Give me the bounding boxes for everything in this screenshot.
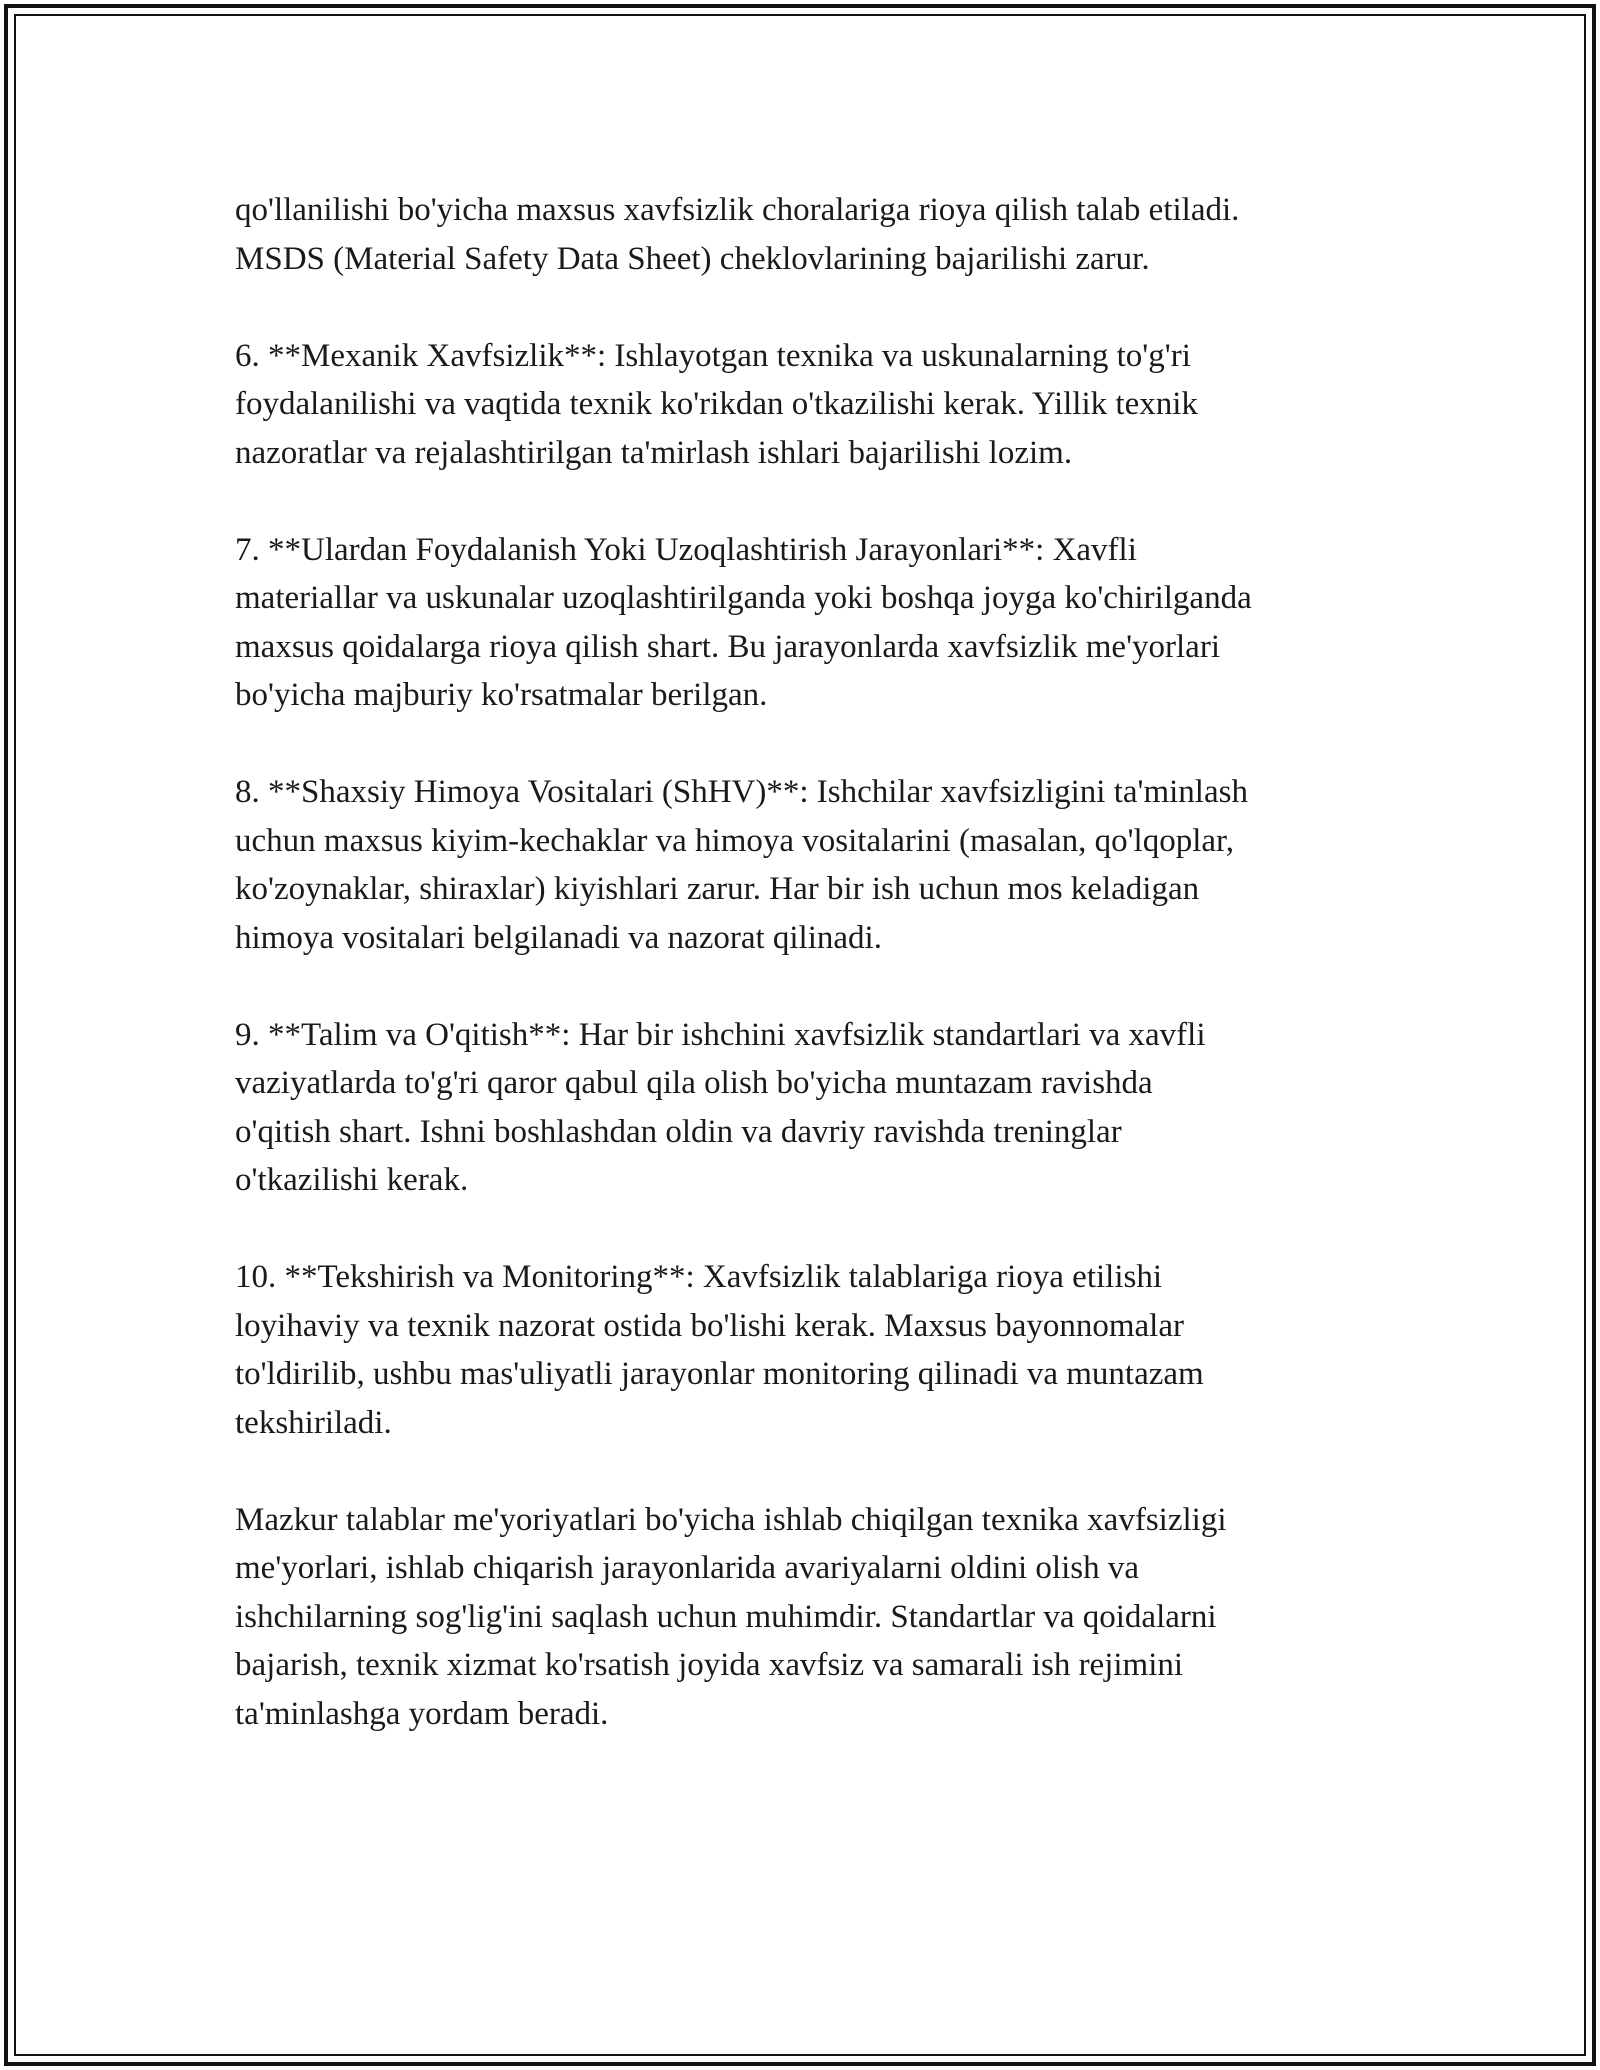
text-line: qo'llanilishi bo'yicha maxsus xavfsizlik choralariga rioya qilish talab etiladi. bbox=[235, 192, 1240, 228]
text-line: o'tkazilishi kerak. bbox=[235, 1162, 469, 1198]
text-line: MSDS (Material Safety Data Sheet) cheklovlarining bajarilishi zarur. bbox=[235, 240, 1150, 277]
text-line: 7. **Ulardan Foydalanish Yoki Uzoqlashtirish Jarayonlari**: Xavfli bbox=[235, 531, 1137, 568]
text-line: bo'yicha majburiy ko'rsatmalar berilgan. bbox=[235, 677, 768, 713]
text-line: tekshiriladi. bbox=[235, 1404, 392, 1441]
text-line: ko'zoynaklar, shiraxlar) kiyishlari zarur. Har bir ish uchun mos keladigan bbox=[235, 871, 1200, 907]
text-line: loyihaviy va texnik nazorat ostida bo'lishi kerak. Maxsus bayonnomalar bbox=[235, 1307, 1184, 1344]
text-line: 10. **Tekshirish va Monitoring**: Xavfsizlik talablariga rioya etilishi bbox=[235, 1259, 1163, 1295]
text-line: bajarish, texnik xizmat ko'rsatish joyida xavfsiz va samarali ish rejimini bbox=[235, 1647, 1184, 1683]
paragraph-item-7 bbox=[235, 526, 1385, 720]
text-line: me'yorlari, ishlab chiqarish jarayonlarida avariyalarni oldini olish va bbox=[235, 1550, 1139, 1586]
text-line: ishchilarning sog'lig'ini saqlash uchun muhimdir. Standartlar va qoidalarni bbox=[235, 1598, 1217, 1635]
text-line: maxsus qoidalarga rioya qilish shart. Bu jarayonlarda xavfsizlik me'yorlari bbox=[235, 628, 1220, 665]
text-line: ta'minlashga yordam beradi. bbox=[235, 1695, 609, 1732]
text-line: vaziyatlarda to'g'ri qaror qabul qila olish bo'yicha muntazam ravishda bbox=[235, 1065, 1153, 1101]
text-line: 6. **Mexanik Xavfsizlik**: Ishlayotgan texnika va uskunalarning to'g'ri bbox=[235, 337, 1191, 374]
text-line: o'qitish shart. Ishni boshlashdan oldin va davriy ravishda treninglar bbox=[235, 1113, 1122, 1150]
paragraph-item-6 bbox=[235, 332, 1385, 478]
text-line: uchun maxsus kiyim-kechaklar va himoya vositalarini (masalan, qo'lqoplar, bbox=[235, 822, 1234, 859]
text-line: foydalanilishi va vaqtida texnik ko'rikdan o'tkazilishi kerak. Yillik texnik bbox=[235, 386, 1198, 422]
text-line: to'ldirilib, ushbu mas'uliyatli jarayonlar monitoring qilinadi va muntazam bbox=[235, 1356, 1204, 1392]
paragraph-item-8 bbox=[235, 768, 1385, 962]
paragraph-item-10 bbox=[235, 1253, 1385, 1447]
text-line: himoya vositalari belgilanadi va nazorat qilinadi. bbox=[235, 919, 882, 956]
text-line: materiallar va uskunalar uzoqlashtirilganda yoki boshqa joyga ko'chirilganda bbox=[235, 580, 1252, 616]
text-line: 9. **Talim va O'qitish**: Har bir ishchini xavfsizlik standartlari va xavfli bbox=[235, 1016, 1206, 1053]
text-line: 8. **Shaxsiy Himoya Vositalari (ShHV)**: Ishchilar xavfsizligini ta'minlash bbox=[235, 774, 1248, 810]
text-line: nazoratlar va rejalashtirilgan ta'mirlash ishlari bajarilishi lozim. bbox=[235, 434, 1073, 471]
paragraph-item-9 bbox=[235, 1011, 1385, 1205]
text-line: Mazkur talablar me'yoriyatlari bo'yicha ishlab chiqilgan texnika xavfsizligi bbox=[235, 1501, 1227, 1538]
paragraph-conclusion bbox=[235, 1496, 1385, 1739]
paragraph-msds bbox=[235, 186, 1385, 283]
document-body bbox=[235, 186, 1385, 1787]
